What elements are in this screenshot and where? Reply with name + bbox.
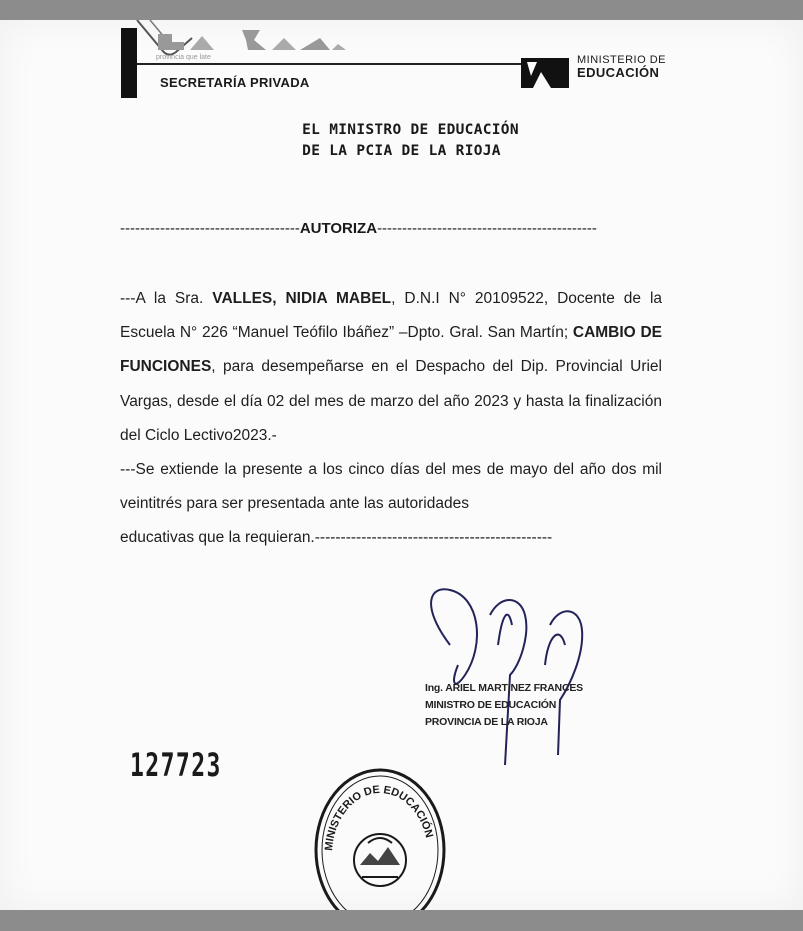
header-rule	[137, 63, 522, 65]
ministry-seal	[312, 765, 448, 931]
p2-dashes: ----------------------------------------------	[314, 529, 553, 547]
p2-text: ---Se extiende la presente a los cinco días del mes de mayo del año dos mil veintitrés para ser presentada ante las autoridades	[120, 461, 662, 513]
change-of-functions: CAMBIO DE FUNCIONES	[120, 324, 662, 376]
title-line-1: EL MINISTRO DE EDUCACIÓN	[302, 122, 519, 138]
seal-text: MINISTERIO DE EDUCACIÓN	[323, 783, 436, 852]
ministry-wordmark-top: MINISTERIO DE	[577, 54, 667, 66]
autoriza-right-dashes: --------------------------------------------	[377, 220, 597, 237]
handwritten-signature	[410, 585, 600, 770]
bottom-border	[0, 910, 803, 931]
p1-prefix: ---A la Sra.	[120, 290, 213, 307]
autoriza-word: AUTORIZA	[299, 220, 378, 237]
autoriza-heading	[120, 220, 660, 237]
ministry-wordmark-bottom: EDUCACIÓN	[577, 65, 660, 80]
autoriza-left-dashes: ------------------------------------	[120, 220, 300, 237]
p1-details: , para desempeñarse en el Despacho del Dip. Provincial Uriel Vargas, desde el día 02 del mes de marzo del año 2023 y hasta la finalización del Ciclo Lectivo2023.-	[120, 358, 662, 444]
signatory-role: MINISTRO DE EDUCACIÓN	[425, 699, 557, 711]
signatory-province: PROVINCIA DE LA RIOJA	[425, 716, 548, 728]
logo-tagline: provincia que late	[156, 54, 211, 61]
header-side-bar	[121, 28, 137, 98]
p1-school-details: , D.N.I N° 20109522, Docente de la Escuela N° 226 “Manuel Teófilo Ibáñez” –Dpto. Gral. San Martín;	[120, 290, 663, 342]
title-line-2: DE LA PCIA DE LA RIOJA	[302, 143, 501, 159]
document-title	[0, 120, 803, 162]
p2-last-line	[120, 521, 662, 555]
la-rioja-logo	[150, 26, 350, 62]
signatory-block	[425, 680, 583, 731]
ministry-logo-icon	[521, 58, 569, 88]
p2-last: educativas que la requieran.	[120, 529, 315, 547]
teacher-name: VALLES, NIDIA MABEL	[212, 290, 392, 307]
stamped-number: 127723	[130, 746, 222, 784]
document-body	[120, 282, 662, 556]
paragraph-issuance	[120, 453, 662, 556]
paragraph-authorization	[120, 282, 662, 453]
office-name: SECRETARÍA PRIVADA	[160, 75, 310, 90]
ministry-wordmark	[577, 55, 666, 79]
document-page	[0, 20, 803, 910]
signatory-name: Ing. ARIEL MARTINEZ FRANCES	[425, 682, 583, 694]
